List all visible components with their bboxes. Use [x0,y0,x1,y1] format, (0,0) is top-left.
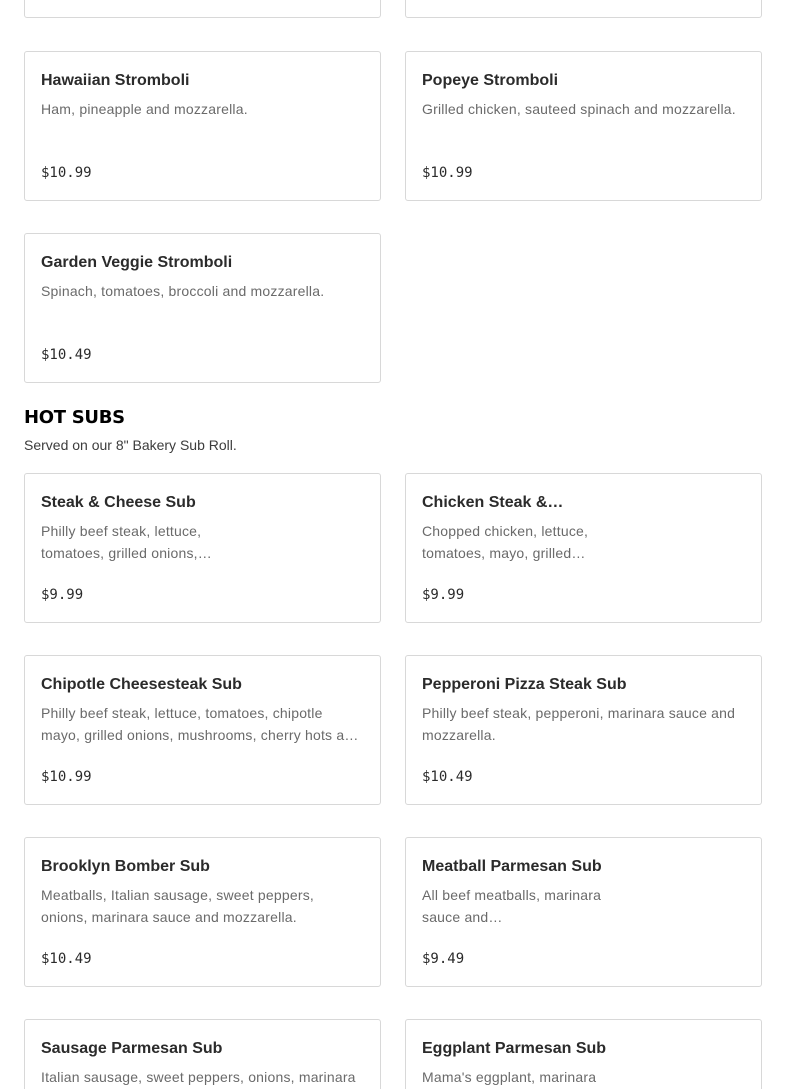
item-name: Hawaiian Stromboli [41,72,190,89]
section-title: HOT SUBS [24,407,125,428]
item-description: Mama's eggplant, marinara [422,1069,597,1085]
item-price: $9.49 [422,951,465,967]
menu-item-card[interactable] [24,0,381,18]
item-price: $10.49 [41,347,92,363]
item-price: $9.99 [422,587,465,603]
menu-item-card[interactable] [405,473,762,623]
item-name: Brooklyn Bomber Sub [41,858,210,875]
item-description: Chopped chicken, lettuce, tomatoes, mayo, grilled… [422,523,589,561]
menu-item-card[interactable] [405,51,762,201]
menu-item-card[interactable] [405,655,762,805]
item-description: Philly beef steak, pepperoni, marinara sauce and mozzarella. [422,705,736,743]
item-name: Meatball Parmesan Sub [422,858,602,875]
item-description: Philly beef steak, lettuce, tomatoes, chipotle mayo, grilled onions, mushrooms, cherry hots a… [41,705,359,743]
item-name: Popeye Stromboli [422,72,559,89]
item-price: $10.49 [41,951,92,967]
item-description: Italian sausage, sweet peppers, onions, marinara [41,1069,356,1085]
item-description: All beef meatballs, marinara sauce and… [422,887,602,925]
item-name: Chipotle Cheesesteak Sub [41,676,242,693]
item-price: $10.99 [422,165,473,181]
item-name: Pepperoni Pizza Steak Sub [422,676,627,693]
menu-item-card[interactable] [24,1019,381,1089]
item-description: Spinach, tomatoes, broccoli and mozzarella. [41,283,325,299]
section-subtitle: Served on our 8" Bakery Sub Roll. [24,437,237,453]
menu-item-card[interactable] [24,473,381,623]
item-price: $10.49 [422,769,473,785]
item-price: $9.99 [41,587,84,603]
item-description: Ham, pineapple and mozzarella. [41,101,248,117]
item-name: Sausage Parmesan Sub [41,1040,223,1057]
item-name: Chicken Steak &… [422,494,564,511]
item-price: $10.99 [41,165,92,181]
menu-item-card[interactable] [24,655,381,805]
item-price: $10.99 [41,769,92,785]
item-description: Grilled chicken, sauteed spinach and mozzarella. [422,101,736,117]
item-description: Meatballs, Italian sausage, sweet peppers, onions, marinara sauce and mozzarella. [41,887,314,925]
item-name: Garden Veggie Stromboli [41,254,233,271]
item-name: Steak & Cheese Sub [41,494,196,511]
menu-item-card[interactable] [405,0,762,18]
menu-item-card[interactable] [24,51,381,201]
item-description: Philly beef steak, lettuce, tomatoes, grilled onions,… [41,523,212,561]
item-name: Eggplant Parmesan Sub [422,1040,607,1057]
menu-item-card[interactable] [24,233,381,383]
menu-item-card[interactable] [24,837,381,987]
menu-item-card[interactable] [405,837,762,987]
menu-item-card[interactable] [405,1019,762,1089]
